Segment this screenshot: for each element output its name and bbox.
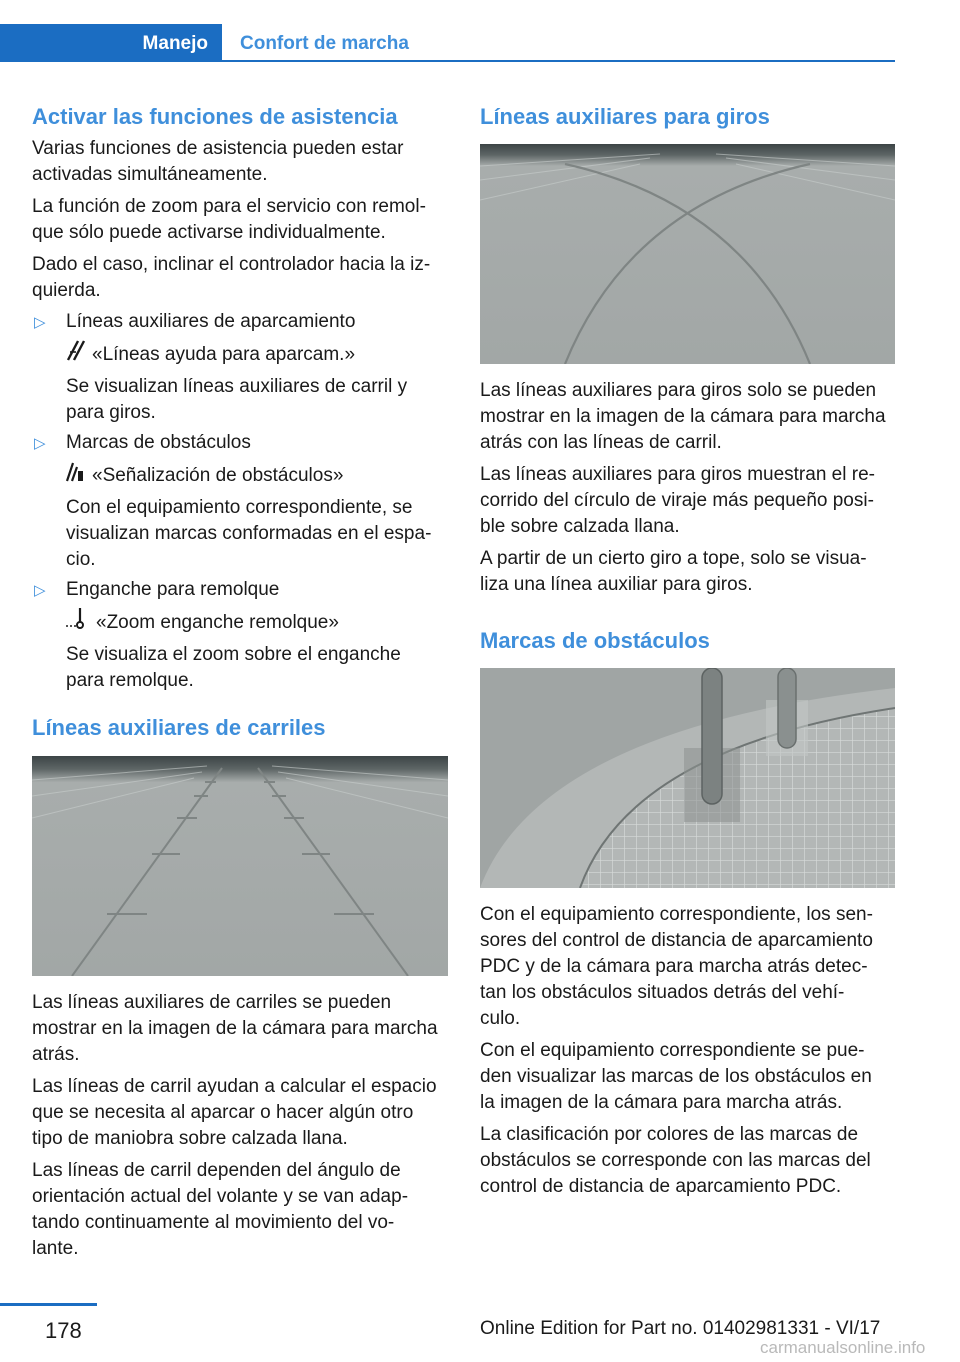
- bullet-triangle-icon: ▷: [34, 582, 46, 599]
- heading-activate-assist: Activar las funciones de asistencia: [32, 104, 398, 129]
- trailer-hitch-icon: [64, 606, 86, 630]
- watermark: carmanualsonline.info: [760, 1338, 926, 1357]
- bullet-triangle-icon: ▷: [34, 435, 46, 452]
- lane-lines-text: orientación actual del volante y se van adap‐: [32, 1186, 409, 1207]
- intro-line: que sólo puede activarse individualmente.: [32, 222, 386, 243]
- lane-lines-text: tando continuamente al movimiento del vo‐: [32, 1212, 395, 1233]
- item-title: Enganche para remolque: [66, 579, 280, 600]
- turning-lines-text: A partir de un cierto giro a tope, solo se visua‐: [480, 548, 867, 569]
- section-tab-inactive-label: Confort de marcha: [240, 33, 409, 54]
- item-menu-label: «Zoom enganche remolque»: [96, 612, 339, 633]
- parking-lines-icon: [64, 338, 86, 362]
- lane-lines-text: mostrar en la imagen de la cámara para marcha: [32, 1018, 438, 1039]
- obstacle-marks-camera-image: [480, 668, 895, 888]
- lane-lines-text: Las líneas de carril ayudan a calcular el espacio: [32, 1076, 437, 1097]
- section-tab-active: [0, 24, 222, 62]
- obstacle-marking-icon: [64, 459, 86, 483]
- lane-lines-text: que se necesita al aparcar o hacer algún otro: [32, 1102, 414, 1123]
- intro-line: activadas simultáneamente.: [32, 164, 268, 185]
- obstacle-marks-text: Con el equipamiento correspondiente se pue‐: [480, 1040, 865, 1061]
- obstacle-marks-text: den visualizar las marcas de los obstáculos en: [480, 1066, 872, 1087]
- item-desc: para remolque.: [66, 670, 194, 691]
- lane-lines-text: Las líneas de carril dependen del ángulo de: [32, 1160, 401, 1181]
- intro-line: Varias funciones de asistencia pueden estar: [32, 138, 404, 159]
- obstacle-marks-text: La clasificación por colores de las marcas de: [480, 1124, 859, 1145]
- item-menu-label: «Señalización de obstáculos»: [92, 465, 344, 486]
- intro-line: Dado el caso, inclinar el controlador hacia la iz‐: [32, 254, 431, 275]
- lane-lines-camera-image: [32, 756, 448, 976]
- edition-info: Online Edition for Part no. 01402981331 - VI/17: [480, 1318, 881, 1339]
- obstacle-marks-text: Con el equipamiento correspondiente, los sen‐: [480, 904, 873, 925]
- lane-lines-text: Las líneas auxiliares de carriles se pueden: [32, 992, 392, 1013]
- page-number: 178: [45, 1318, 82, 1343]
- heading-turning-lines: Líneas auxiliares para giros: [480, 104, 770, 129]
- bullet-triangle-icon: ▷: [34, 314, 46, 331]
- lane-lines-text: lante.: [32, 1238, 79, 1259]
- lane-lines-text: tipo de maniobra sobre calzada llana.: [32, 1128, 348, 1149]
- item-desc: Se visualizan líneas auxiliares de carril y: [66, 376, 408, 397]
- intro-line: quierda.: [32, 280, 101, 301]
- lane-lines-text: atrás.: [32, 1044, 80, 1065]
- page-header: [0, 24, 895, 62]
- obstacle-marks-text: tan los obstáculos situados detrás del vehí‐: [480, 982, 845, 1003]
- turning-lines-text: Las líneas auxiliares para giros solo se pueden: [480, 380, 877, 401]
- item-title: Líneas auxiliares de aparcamiento: [66, 311, 356, 332]
- turning-lines-camera-image: [480, 144, 895, 364]
- obstacle-marks-text: PDC y de la cámara para marcha atrás detec‐: [480, 956, 868, 977]
- obstacle-marks-text: la imagen de la cámara para marcha atrás.: [480, 1092, 843, 1113]
- footer-divider: [0, 1303, 97, 1306]
- turning-lines-text: ble sobre calzada llana.: [480, 516, 680, 537]
- turning-lines-text: corrido del círculo de viraje más pequeño posi‐: [480, 490, 874, 511]
- intro-line: La función de zoom para el servicio con remol‐: [32, 196, 426, 217]
- section-tab-active-label: Manejo: [142, 33, 208, 54]
- heading-obstacle-marks: Marcas de obstáculos: [480, 628, 710, 653]
- obstacle-marks-text: sores del control de distancia de aparcamiento: [480, 930, 873, 951]
- item-desc: visualizan marcas conformadas en el espa‐: [66, 523, 432, 544]
- item-menu-label: «Líneas ayuda para aparcam.»: [92, 344, 356, 365]
- item-desc: para giros.: [66, 402, 156, 423]
- heading-lane-lines: Líneas auxiliares de carriles: [32, 715, 326, 740]
- turning-lines-text: Las líneas auxiliares para giros muestran el re‐: [480, 464, 875, 485]
- header-divider: [222, 60, 895, 62]
- turning-lines-text: liza una línea auxiliar para giros.: [480, 574, 753, 595]
- item-desc: cio.: [66, 549, 96, 570]
- obstacle-marks-text: obstáculos se corresponde con las marcas del: [480, 1150, 871, 1171]
- turning-lines-text: atrás con las líneas de carril.: [480, 432, 722, 453]
- obstacle-marks-text: culo.: [480, 1008, 521, 1029]
- obstacle-marks-text: control de distancia de aparcamiento PDC.: [480, 1176, 842, 1197]
- item-desc: Se visualiza el zoom sobre el enganche: [66, 644, 401, 665]
- item-title: Marcas de obstáculos: [66, 432, 251, 453]
- item-desc: Con el equipamiento correspondiente, se: [66, 497, 413, 518]
- turning-lines-text: mostrar en la imagen de la cámara para marcha: [480, 406, 886, 427]
